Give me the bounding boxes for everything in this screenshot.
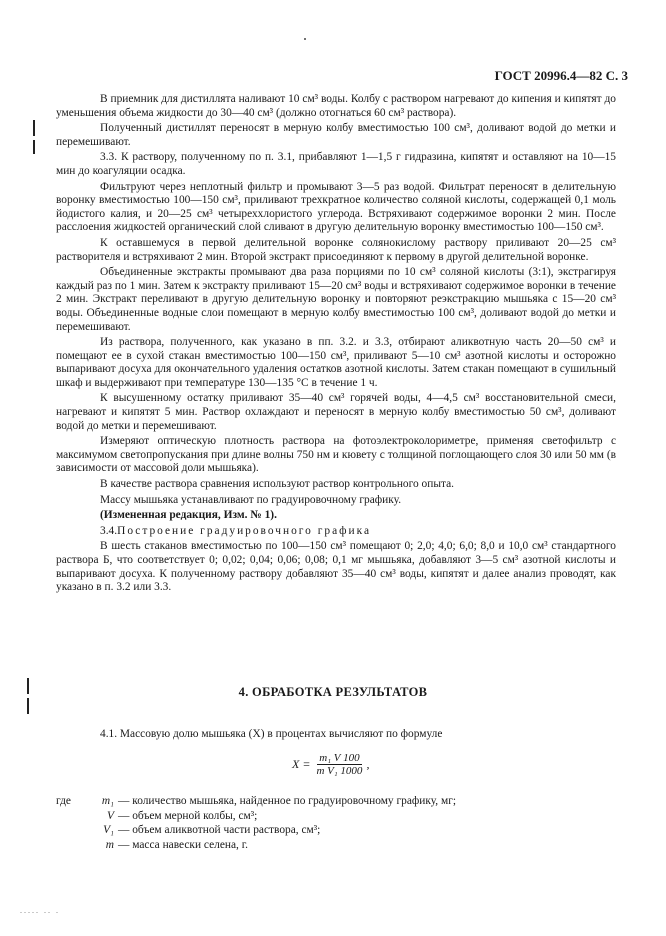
paragraph-aliquot: Из раствора, полученного, как указано в пп. 3.2. и 3.3, отбирают аликвотную часть 20—50 см³ и помещают ее в сухой стакан вместимостью 100—150 см³, приливают 5—10 см³ азотной кислоты и осторожно выпаривают досуха для окончательного удаления остатков азотной кислоты. Затем стакан помещают в сушильный шкаф и выдерживают при температуре 130—135 °С в течение 1 ч. xyxy=(56,336,616,389)
subsection-heading xyxy=(56,525,616,539)
paragraph-calibration: В шесть стаканов вместимостью по 100—150 см³ помещают 0; 2,0; 4,0; 6,0; 8,0 и 10,0 см³ стандартного раствора Б, что соответствует 0; 0,02; 0,04; 0,06; 0,08; 0,1 мг мышьяка, добавляют 3—5 см³ азотной кислоты и выпаривают досуха. К полученному раствору добавляют 35—40 см³ воды, кипятят и далее анализ проводят, как указано в п. 3.2 или 3.3. xyxy=(56,540,616,594)
definition-row xyxy=(56,823,616,838)
definition-row xyxy=(56,794,616,809)
paragraph-optical-density: Измеряют оптическую плотность раствора на фотоэлектроколориметре, применяя светофильтр с максимумом светопропускания при длине волны 750 нм и кювету с толщиной поглощающего слоя 30 или 50 мм (в зависимости от массовой доли мышьяка). xyxy=(56,435,616,475)
margin-mark xyxy=(33,120,35,136)
paragraph-3-3: 3.3. К раствору, полученному по п. 3.1, прибавляют 1—1,5 г гидразина, кипятят и оставляют на 10—15 мин до коагуляции осадка. xyxy=(56,151,616,177)
scan-dot xyxy=(304,38,306,40)
paragraph-filtration: Фильтруют через неплотный фильтр и промывают 3—5 раз водой. Фильтрат переносят в делительную воронку вместимостью 100—150 см³, приливают трехкратное количество соляной кислоты, содержащей 0,1 моль йодистого калия, и 20—25 см³ четыреххлористого углерода. Встряхивают содержимое воронки 2 мин. После расслоения жидкостей органический слой сливают в другую делительную воронку вместимостью 100—150 см³. xyxy=(56,180,616,234)
formula-denominator: m V₁ 1000 xyxy=(316,765,363,777)
definition-text: — объем мерной колбы, см³; xyxy=(118,809,258,822)
margin-mark xyxy=(27,698,29,714)
paragraph-distillate-receiver: В приемник для дистиллята наливают 10 см³ воды. Колбу с раствором нагревают до кипения и кипятят до уменьшения объема жидкости до 30—40 см³ (должно отогнаться 60 см³ раствора). xyxy=(56,93,616,119)
formula-fraction xyxy=(314,752,364,777)
paragraph-arsenic-mass: Массу мышьяка устанавливают по градуировочному графику. xyxy=(100,493,402,506)
definitions-lead: где xyxy=(56,795,71,807)
paragraph-combined-extracts: Объединенные экстракты промывают два раза порциями по 10 см³ соляной кислоты (3:1), экстрагируя каждый раз по 1 мин. Затем к экстракту приливают 15—20 см³ воды и встряхивают содержимое воронки в течение 2 мин. Экстракт переливают в другую делительную воронку и повторяют реэкстракцию мышьяка с 15—20 см³ воды. Объединенные водные слои помещают в мерную колбу вместимостью 100 см³, доливают водой до метки и перемешивают. xyxy=(56,266,616,333)
margin-mark xyxy=(33,140,35,154)
paragraph-reference-solution: В качестве раствора сравнения используют раствор контрольного опыта. xyxy=(100,478,455,491)
definition-symbol: m xyxy=(105,838,114,851)
section-title: 4. ОБРАБОТКА РЕЗУЛЬТАТОВ xyxy=(238,685,428,699)
subsection-title: Построение градуировочного графика xyxy=(117,524,372,537)
definition-text: — количество мышьяка, найденное по градуировочному графику, мг; xyxy=(118,795,457,807)
definition-symbol: V₁ xyxy=(103,824,114,836)
definition-symbol: m₁ xyxy=(101,795,114,807)
formula-numerator: m₁ V 100 xyxy=(319,752,360,764)
paragraph-4-1: 4.1. Массовую долю мышьяка (X) в процентах вычисляют по формуле xyxy=(100,728,443,740)
formula-tail: , xyxy=(366,757,370,771)
formula xyxy=(292,752,369,777)
page-header: ГОСТ 20996.4—82 С. 3 xyxy=(494,68,628,83)
margin-mark xyxy=(27,678,29,694)
definition-text: — масса навески селена, г. xyxy=(118,838,248,851)
formula-lhs: X = xyxy=(292,757,311,771)
subsection-number: 3.4. xyxy=(100,524,118,537)
definition-row xyxy=(56,838,616,853)
scan-footer-noise: ..... .. . xyxy=(20,906,60,915)
main-text xyxy=(56,93,616,597)
paragraph-distillate-transfer: Полученный дистиллят переносят в мерную колбу вместимостью 100 см³, доливают водой до метки и перемешивают. xyxy=(56,122,616,148)
definition-row xyxy=(56,809,616,824)
definition-symbol: V xyxy=(107,809,114,822)
edition-note: (Измененная редакция, Изм. № 1). xyxy=(100,509,277,522)
paragraph-dry-residue: К высушенному остатку приливают 35—40 см³ горячей воды, 4—4,5 см³ восстановительной смеси, нагревают и кипятят 5 мин. Раствор охлаждают и переносят в мерную колбу вместимостью 50 см³, доливают водой до метки и перемешивают. xyxy=(56,392,616,432)
definitions-list xyxy=(56,794,616,852)
paragraph-second-extract: К оставшемуся в первой делительной воронке солянокислому раствору приливают 20—25 см³ растворителя и встряхивают 2 мин. Второй экстракт присоединяют к первому в другой делительной воронке. xyxy=(56,236,616,263)
definition-text: — объем аликвотной части раствора, см³; xyxy=(118,824,321,836)
